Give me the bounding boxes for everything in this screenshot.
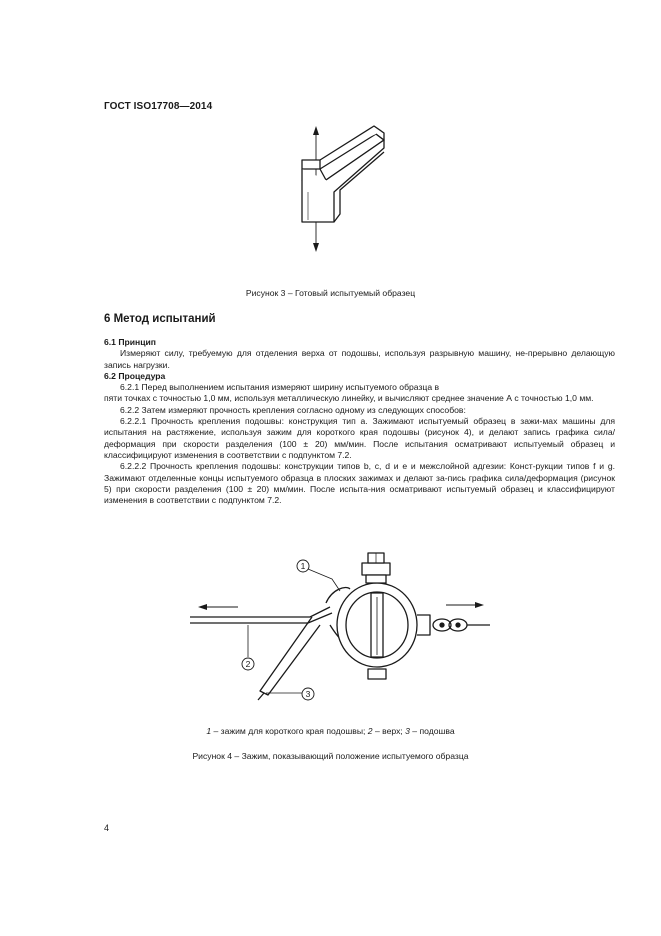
legend-number-1: 1 [206,726,212,736]
subsection-6-1-title: 6.1 Принцип [104,337,156,347]
figure-4-label-1: 1 [300,561,306,571]
figure-3-specimen-drawing [288,122,398,257]
legend-text-3: – подошва [409,726,455,736]
figure-3-caption: Рисунок 3 – Готовый испытуемый образец [245,288,416,298]
paragraph-6-2-2-2: 6.2.2.2 Прочность крепления подошвы: конструкции типов b, c, d и e и межслойной адгезии: Конст-рукции типов f и g. Зажимают отделенные концы испытуемого образца в плоских зажимах и делают за-пись графика сила/деформация (рисунок 5) при скорости разделения (100 ± 20) мм/мин. После испыта-ния осматривают испытуемый образец и классифицируют изменения в соответствии с подпунктом 7.2. [104,461,615,506]
figure-4-caption: Рисунок 4 – Зажим, показывающий положение испытуемого образца [192,751,469,761]
page-number: 4 [104,823,110,833]
legend-text-1: – зажим для короткого края подошвы; [211,726,368,736]
subsection-6-2-title: 6.2 Процедура [104,370,166,381]
paragraph-6-2-1-rest: пяти точках с точностью 1,0 мм, используя металлическую линейку, и вычисляют среднее значение А с точностью 1,0 мм. [104,393,594,404]
section-6-title: 6 Метод испытаний [104,313,216,325]
paragraph-6-2-2-1: 6.2.2.1 Прочность крепления подошвы: конструкция тип а. Зажимают испытуемый образец в зажи-мах машины для испытания на растяжение, используя зажим для короткого края подошвы (рисунок 4), и делают запись графика сила/деформация при скорости разделения (100 ± 20) мм/мин. После испытания осматривают испытуемый образец и классифицируют изменения в соответствии с подпунктом 7.2. [104,416,615,460]
paragraph-6-1: Измеряют силу, требуемую для отделения верха от подошвы, используя разрывную машину, не-прерывно делающую запись нагрузки. [104,348,615,370]
figure-4-label-2: 2 [245,659,251,669]
paragraph-6-2-1-line1: 6.2.1 Перед выполнением испытания измеряют ширину испытуемого образца в [120,382,440,393]
legend-number-2: 2 [367,726,373,736]
section-6-body [104,337,615,506]
paragraph-6-2-2: 6.2.2 Затем измеряют прочность крепления согласно одному из следующих способов: [120,404,466,415]
legend-text-2: – верх; [372,726,406,736]
legend-number-3: 3 [405,726,410,736]
figure-4-clamp-drawing [190,545,490,715]
document-header: ГОСТ ISO17708—2014 [104,101,213,112]
figure-4-legend [0,726,661,736]
figure-4-label-3: 3 [305,689,311,699]
